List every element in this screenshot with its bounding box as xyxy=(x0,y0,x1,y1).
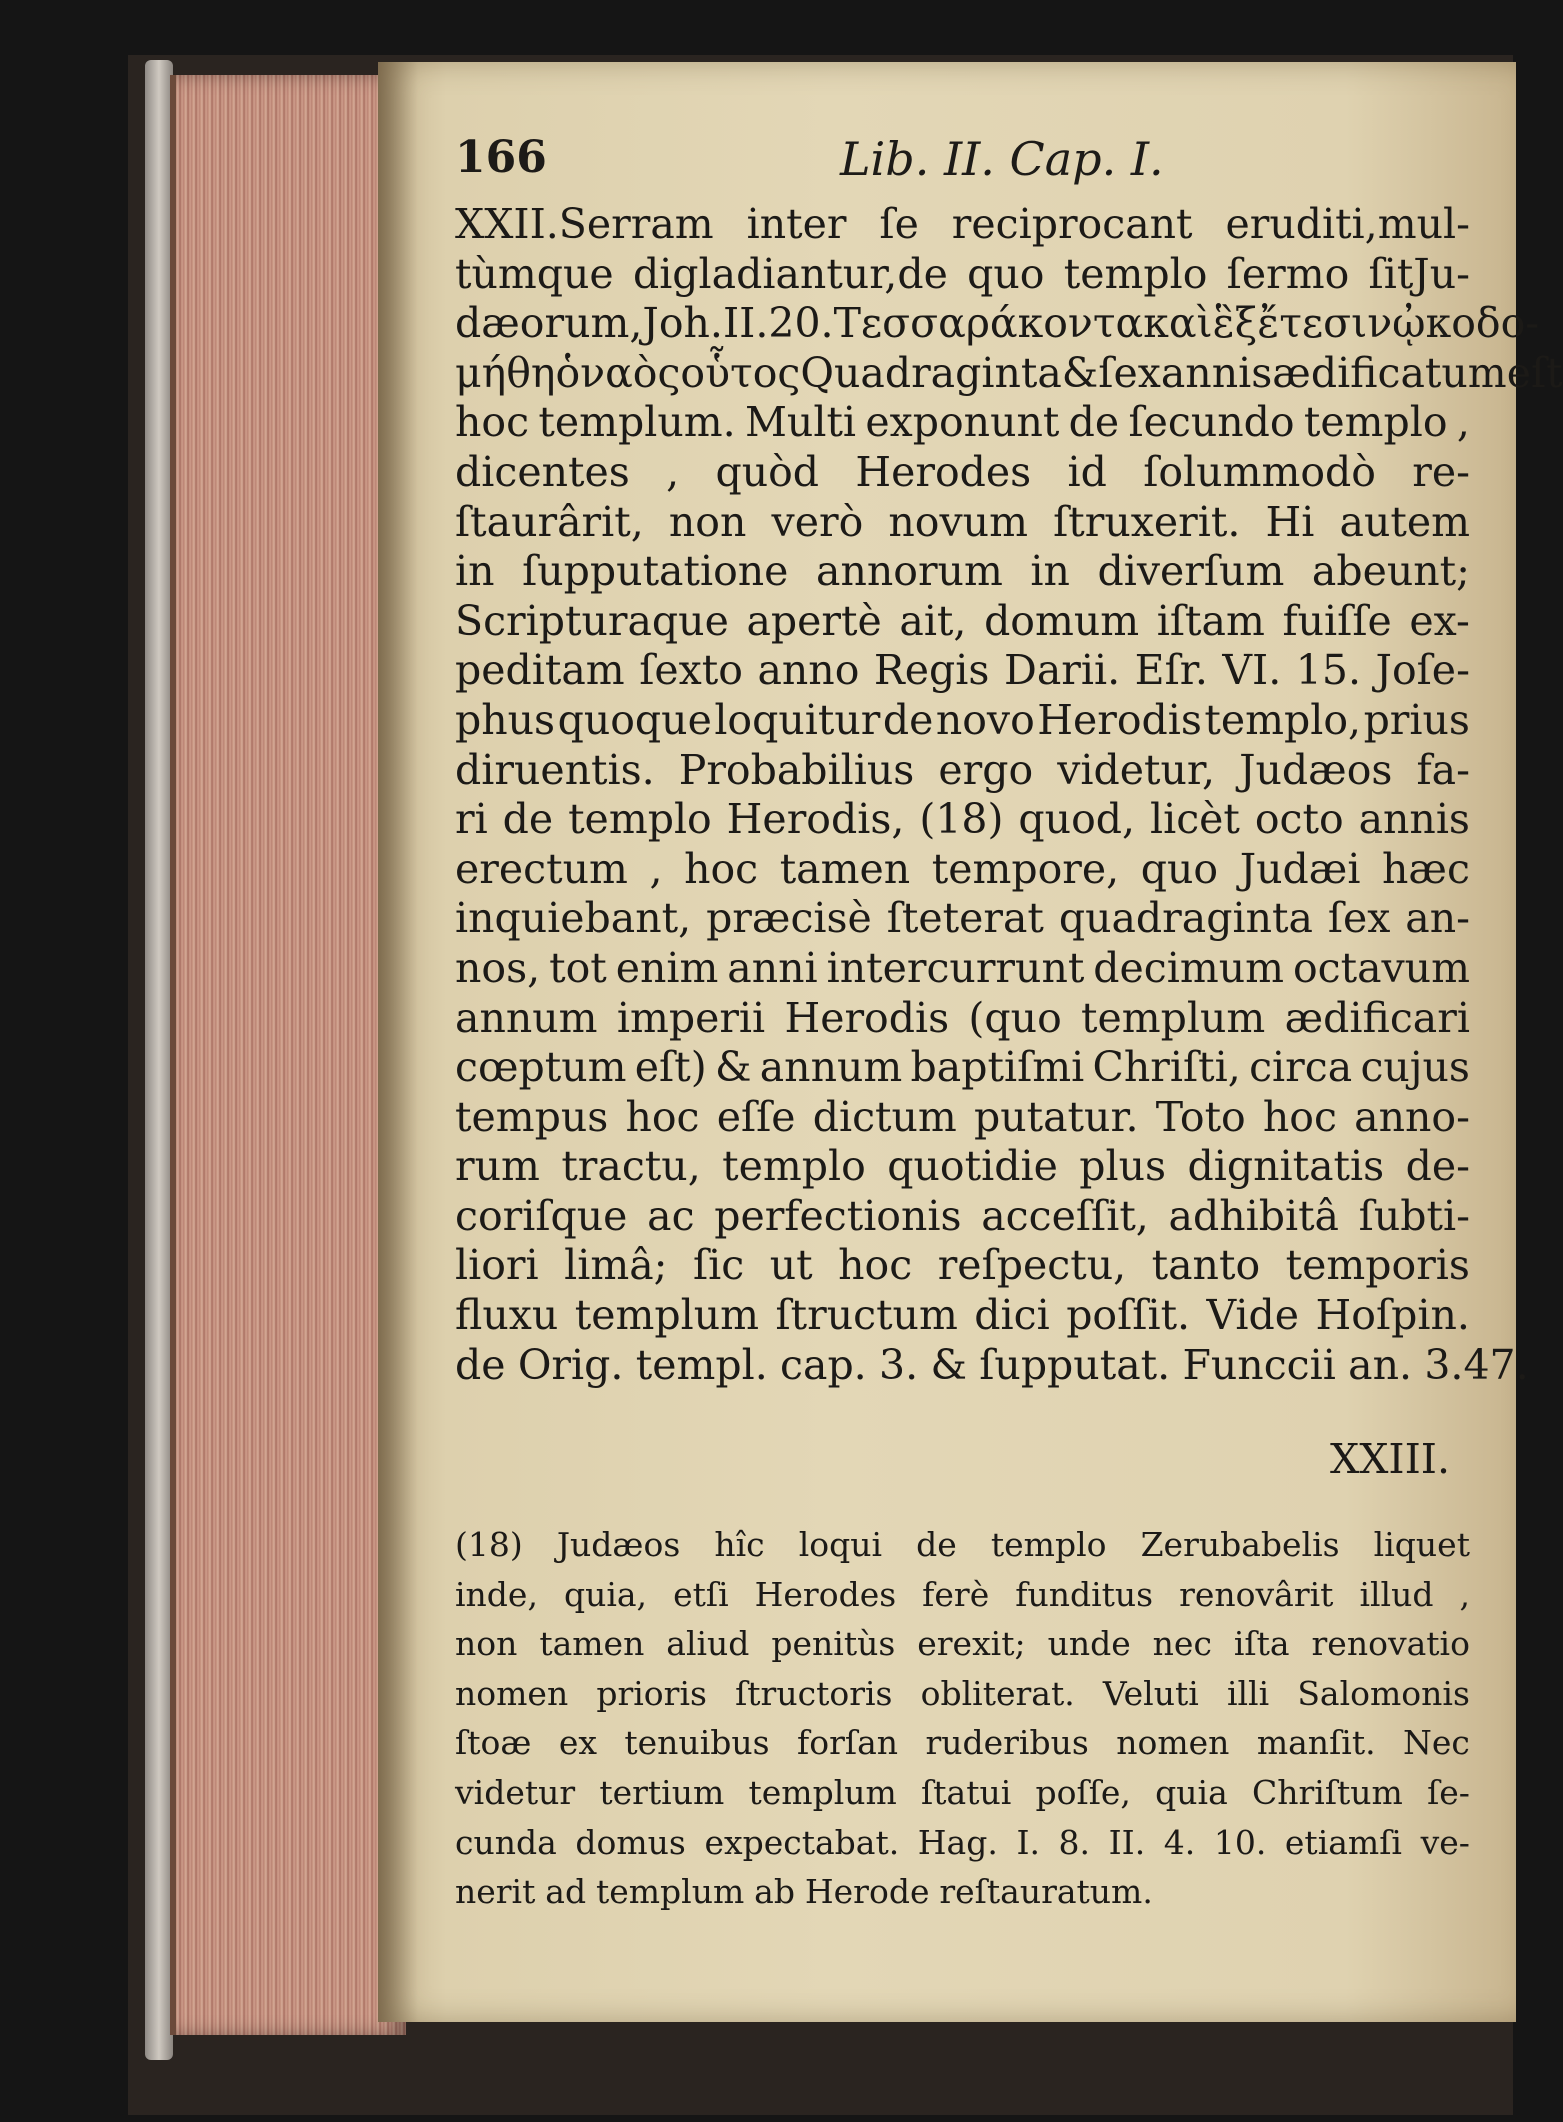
word: templ. xyxy=(635,1340,768,1389)
word: tot xyxy=(549,943,607,992)
word: ve- xyxy=(1420,1822,1470,1862)
word: ædificari xyxy=(1284,993,1470,1042)
word: ab xyxy=(754,1872,795,1912)
word: novo xyxy=(935,695,1035,744)
word: templum xyxy=(1081,993,1266,1042)
text-line xyxy=(455,348,1563,399)
word: ex xyxy=(558,1723,597,1763)
word: decimum xyxy=(1093,943,1285,992)
word: ſtruxerit. xyxy=(1053,497,1241,546)
word: adhibitâ xyxy=(1168,1191,1339,1240)
word: & xyxy=(714,1043,752,1092)
word: diverſum xyxy=(1097,547,1285,596)
word: Veluti xyxy=(1102,1673,1199,1713)
word: Herodes xyxy=(855,447,1032,496)
word: Salomonis xyxy=(1297,1673,1470,1713)
main-text xyxy=(455,200,1563,1390)
word: ferè xyxy=(922,1574,990,1614)
word: ſubti- xyxy=(1358,1191,1470,1240)
word: abeunt; xyxy=(1311,547,1470,596)
word: Probabilius xyxy=(678,745,915,794)
word: perfectionis xyxy=(714,1191,962,1240)
word: peditam xyxy=(455,646,625,695)
word: Joſe- xyxy=(1375,646,1470,695)
word: baptiſmi xyxy=(910,1043,1085,1092)
word: templo, xyxy=(1204,695,1362,744)
word: renovârit xyxy=(1179,1574,1334,1614)
word: ex- xyxy=(1409,596,1470,645)
footnote-line xyxy=(455,1575,1470,1625)
word: limâ; xyxy=(564,1241,668,1290)
footnote-line xyxy=(455,1823,1470,1873)
page-edges xyxy=(170,75,406,2035)
word: tamen xyxy=(539,1624,645,1664)
word: ſtaurârit, xyxy=(455,497,644,546)
word: ut xyxy=(769,1241,813,1290)
word: manſit. xyxy=(1256,1723,1376,1763)
word: quotidie xyxy=(887,1142,1058,1191)
word: nerit xyxy=(455,1872,536,1912)
word: 3.47. xyxy=(1424,1340,1529,1389)
word: ait, xyxy=(899,596,967,645)
word: οὗτος xyxy=(680,348,801,397)
word: ſolummodò xyxy=(1143,447,1376,496)
word: templum xyxy=(595,1872,745,1912)
word: hæc xyxy=(1382,844,1470,893)
word: Multi xyxy=(744,398,857,447)
word: obliterat. xyxy=(920,1673,1075,1713)
word: templo xyxy=(990,1525,1107,1564)
word: quia, xyxy=(563,1574,648,1614)
word: octo xyxy=(1254,795,1344,844)
word: dicentes xyxy=(455,447,630,496)
word: ad xyxy=(545,1872,587,1912)
word: quia xyxy=(1155,1772,1228,1812)
word: Scripturaque xyxy=(455,596,729,645)
word: tùmque xyxy=(455,249,614,298)
word: videtur, xyxy=(1057,745,1216,794)
word: reſpectu, xyxy=(937,1241,1127,1290)
word: , xyxy=(1456,398,1470,447)
word: octavum xyxy=(1292,943,1470,992)
word: fluxu xyxy=(455,1291,559,1340)
word: funditus xyxy=(1015,1574,1154,1614)
word: καὶ xyxy=(1143,299,1213,348)
word: & xyxy=(1061,348,1099,397)
word: Eſr. xyxy=(1134,646,1208,695)
word: inter xyxy=(746,200,847,248)
word: renovatio xyxy=(1311,1624,1470,1664)
book-spine-edge xyxy=(145,60,173,2060)
word: intercurrunt xyxy=(826,943,1085,992)
word: hoc xyxy=(838,1241,913,1290)
word: ſtoæ xyxy=(455,1723,532,1763)
footnote-line xyxy=(455,1674,1470,1724)
word: ruderibus xyxy=(925,1723,1089,1763)
word: & xyxy=(930,1340,967,1389)
word: Zerubabelis xyxy=(1140,1525,1340,1564)
word: Judæi xyxy=(1239,844,1361,893)
word: VI. xyxy=(1222,646,1282,695)
word: templo xyxy=(722,1142,866,1191)
word: anno xyxy=(757,646,860,695)
text-line xyxy=(455,1291,1470,1341)
word: expectabat. xyxy=(704,1822,900,1862)
word: ſe- xyxy=(1427,1772,1470,1812)
word: anni xyxy=(727,943,818,992)
word: loquitur xyxy=(714,695,881,744)
word: an. xyxy=(1348,1340,1413,1389)
word: domum xyxy=(984,596,1140,645)
text-line xyxy=(455,994,1470,1044)
word: annum xyxy=(759,1043,903,1092)
word: ergo xyxy=(938,745,1034,794)
word: templum xyxy=(748,1772,897,1812)
word: Herode xyxy=(804,1872,930,1912)
word: nomen xyxy=(455,1673,569,1713)
word: phus xyxy=(455,695,556,744)
word: fuiſſe xyxy=(1282,596,1392,645)
word: hoc xyxy=(455,398,530,447)
word: quo xyxy=(967,249,1045,298)
footnote-line xyxy=(455,1723,1470,1773)
word: prioris xyxy=(596,1673,707,1713)
word: , xyxy=(666,447,680,496)
footnote-line xyxy=(455,1525,1470,1575)
word: iſtam xyxy=(1156,596,1265,645)
word: Toto xyxy=(1155,1092,1246,1141)
word: Hi xyxy=(1265,497,1315,546)
word: I. xyxy=(1016,1822,1040,1862)
word: ſecundo xyxy=(1128,398,1295,447)
word: forſan xyxy=(797,1723,898,1763)
word: digladiantur,de xyxy=(632,249,948,298)
word: temporis xyxy=(1285,1241,1470,1290)
word: cujus xyxy=(1360,1043,1470,1092)
word: inquiebant, xyxy=(455,894,692,943)
word: Chriſti, xyxy=(1092,1043,1241,1092)
text-line xyxy=(455,746,1470,796)
word: ſtructoris xyxy=(735,1673,893,1713)
word: ſex xyxy=(1327,894,1391,943)
word: templo xyxy=(1303,398,1448,447)
catchword: XXIII. xyxy=(1330,1435,1450,1483)
text-line xyxy=(455,200,1470,250)
word: anno- xyxy=(1354,1092,1470,1141)
word: Herodis, xyxy=(726,795,905,844)
word: in xyxy=(1030,547,1070,596)
word: tempore, xyxy=(931,844,1120,893)
word: domus xyxy=(575,1822,686,1862)
text-line xyxy=(455,646,1470,696)
word: hoc xyxy=(1262,1092,1337,1141)
word: Funccii xyxy=(1182,1340,1336,1389)
text-line xyxy=(455,894,1470,944)
word: rum xyxy=(455,1142,540,1191)
text-line xyxy=(455,597,1470,647)
word: Joh.II.20. xyxy=(642,299,834,348)
word: cap. xyxy=(780,1340,867,1389)
word: erexit; xyxy=(917,1624,1026,1664)
text-line xyxy=(455,250,1470,300)
word: Herodis xyxy=(1037,695,1202,744)
word: hoc xyxy=(625,1092,700,1141)
word: unde xyxy=(1047,1624,1131,1664)
word: ſermo xyxy=(1226,249,1350,298)
word: annum xyxy=(455,993,598,1042)
word: non xyxy=(455,1624,518,1664)
word: quoque xyxy=(557,695,712,744)
word: de- xyxy=(1405,1142,1470,1191)
word: Darii. xyxy=(1003,646,1121,695)
word: annis xyxy=(1160,348,1273,397)
word: Nec xyxy=(1403,1723,1470,1763)
word: templo xyxy=(568,795,712,844)
word: enim xyxy=(615,943,719,992)
word: de xyxy=(502,795,554,844)
word: putatur. xyxy=(973,1092,1139,1141)
word: illud xyxy=(1359,1574,1434,1614)
word: circa xyxy=(1249,1043,1353,1092)
word: templum xyxy=(574,1291,759,1340)
word: ri xyxy=(455,795,488,844)
word: eſt xyxy=(1506,348,1563,397)
word: tractu, xyxy=(561,1142,701,1191)
word: de xyxy=(455,1340,506,1389)
text-line xyxy=(455,1340,1529,1391)
word: id xyxy=(1067,447,1107,496)
word: ſtatui xyxy=(921,1772,1012,1812)
footnote-line xyxy=(455,1872,1470,1922)
word: tenuibus xyxy=(624,1723,770,1763)
word: Orig. xyxy=(517,1340,624,1389)
word: nec xyxy=(1152,1624,1212,1664)
word: ſupputatione xyxy=(522,547,789,596)
word: ſexto xyxy=(639,646,743,695)
text-line xyxy=(455,498,1470,548)
word: dictum xyxy=(812,1092,957,1141)
word: quòd xyxy=(715,447,820,496)
word: tertium xyxy=(599,1772,725,1812)
word: Hoſpin. xyxy=(1315,1291,1470,1340)
word: acceſſit, xyxy=(981,1191,1149,1240)
word: ſupputat. xyxy=(979,1340,1171,1389)
word: annis xyxy=(1358,795,1470,844)
word: exponunt xyxy=(865,398,1060,447)
word: ſic xyxy=(693,1241,745,1290)
word: quadraginta xyxy=(1058,894,1313,943)
word: 10. xyxy=(1213,1822,1267,1862)
word: cunda xyxy=(455,1822,557,1862)
word: Judæos xyxy=(1239,745,1393,794)
word: ſteterat xyxy=(886,894,1044,943)
word: in xyxy=(455,547,495,596)
word: loqui xyxy=(798,1525,883,1564)
word: imperii xyxy=(616,993,766,1042)
word: ὁ xyxy=(555,348,581,397)
word: plus xyxy=(1079,1142,1167,1191)
word: dæorum, xyxy=(455,299,643,348)
word: Chriſtum xyxy=(1251,1772,1403,1812)
word: dignitatis xyxy=(1187,1142,1385,1191)
word: quo xyxy=(1140,844,1219,893)
word: an- xyxy=(1405,894,1470,943)
word: de xyxy=(882,695,934,744)
word: Τεσσαράκοντα xyxy=(833,299,1144,348)
word: poſſit. xyxy=(1066,1291,1191,1340)
text-line xyxy=(455,1142,1470,1192)
word: Hag. xyxy=(917,1822,998,1862)
word: hoc xyxy=(684,844,759,893)
running-title: Lib. II. Cap. I. xyxy=(840,132,1164,186)
footnote-block xyxy=(455,1525,1470,1922)
word: liquet xyxy=(1373,1525,1470,1564)
word: ſitJu- xyxy=(1368,249,1470,298)
word: ναὸς xyxy=(580,348,681,397)
word: non xyxy=(668,497,747,546)
word: autem xyxy=(1339,497,1470,546)
word: eſt) xyxy=(634,1043,707,1092)
word: 8. xyxy=(1058,1822,1091,1862)
text-line xyxy=(455,944,1470,994)
word: apertè xyxy=(746,596,882,645)
running-head xyxy=(455,132,1465,192)
word: dici xyxy=(974,1291,1050,1340)
text-line xyxy=(455,398,1470,448)
word: novum xyxy=(888,497,1028,546)
word: tanto xyxy=(1151,1241,1261,1290)
word: re- xyxy=(1412,447,1470,496)
word: ᾠκοδο- xyxy=(1392,299,1540,348)
word: Herodis xyxy=(784,993,950,1042)
word: videtur xyxy=(455,1772,576,1812)
word: de xyxy=(916,1525,957,1564)
word: aliud xyxy=(666,1624,750,1664)
word: iſta xyxy=(1233,1624,1290,1664)
word: ἓξ xyxy=(1212,299,1258,348)
word: eſſe xyxy=(716,1092,796,1141)
word: nos, xyxy=(455,943,541,992)
text-line xyxy=(455,1241,1470,1291)
word: 15. xyxy=(1295,646,1361,695)
word: prius xyxy=(1363,695,1470,744)
word: etſi xyxy=(673,1574,729,1614)
footnote-line xyxy=(455,1773,1470,1823)
word: præcisè xyxy=(706,894,872,943)
footnote-line xyxy=(455,1624,1470,1674)
text-line xyxy=(455,696,1470,746)
text-line xyxy=(455,1093,1470,1143)
word: eruditi,mul- xyxy=(1225,200,1470,248)
word: XXII.Serram xyxy=(455,200,714,248)
word: de xyxy=(1068,398,1120,447)
word: , xyxy=(649,844,663,893)
text-line xyxy=(455,547,1470,597)
word: (18) xyxy=(919,795,1004,844)
word: , xyxy=(1459,1574,1470,1614)
word: ſex xyxy=(1098,348,1161,397)
text-line xyxy=(455,795,1470,845)
word: verò xyxy=(771,497,864,546)
word: coriſque xyxy=(455,1191,628,1240)
text-line xyxy=(455,448,1470,498)
word: quod, xyxy=(1018,795,1136,844)
word: nomen xyxy=(1116,1723,1230,1763)
word: (18) xyxy=(455,1525,523,1564)
word: templo xyxy=(1063,249,1208,298)
word: 3. xyxy=(879,1340,919,1389)
word: Vide xyxy=(1206,1291,1300,1340)
word: cœptum xyxy=(455,1043,627,1092)
text-line xyxy=(455,1043,1470,1093)
page-number: 166 xyxy=(455,132,547,183)
word: ἔτεσιν xyxy=(1257,299,1393,348)
word: illi xyxy=(1226,1673,1270,1713)
word: licèt xyxy=(1149,795,1240,844)
word: (quo xyxy=(968,993,1062,1042)
text-line xyxy=(455,299,1540,349)
word: Herodes xyxy=(754,1574,897,1614)
word: reſtauratum. xyxy=(939,1872,1153,1912)
word: ſtructum xyxy=(775,1291,958,1340)
word: μήθη xyxy=(455,348,556,397)
word: liori xyxy=(455,1241,539,1290)
word: ſe xyxy=(879,200,919,248)
word: penitùs xyxy=(771,1624,896,1664)
word: inde, xyxy=(455,1574,538,1614)
gutter-shadow xyxy=(378,62,418,2022)
word: Regis xyxy=(873,646,990,695)
word: Quadraginta xyxy=(800,348,1062,397)
text-line xyxy=(455,845,1470,895)
word: hîc xyxy=(714,1525,765,1564)
word: ædificatum xyxy=(1272,348,1507,397)
word: Judæos xyxy=(556,1525,681,1564)
word: etiamſi xyxy=(1284,1822,1402,1862)
word: 4. xyxy=(1163,1822,1196,1862)
word: erectum xyxy=(455,844,628,893)
word: fa- xyxy=(1416,745,1470,794)
word: annorum xyxy=(816,547,1003,596)
word: reciprocant xyxy=(951,200,1193,248)
word: poſſe, xyxy=(1035,1772,1131,1812)
word: ac xyxy=(647,1191,695,1240)
word: tamen xyxy=(779,844,911,893)
word: diruentis. xyxy=(455,745,655,794)
word: templum. xyxy=(538,398,736,447)
word: tempus xyxy=(455,1092,609,1141)
word: II. xyxy=(1108,1822,1146,1862)
text-line xyxy=(455,1192,1470,1242)
